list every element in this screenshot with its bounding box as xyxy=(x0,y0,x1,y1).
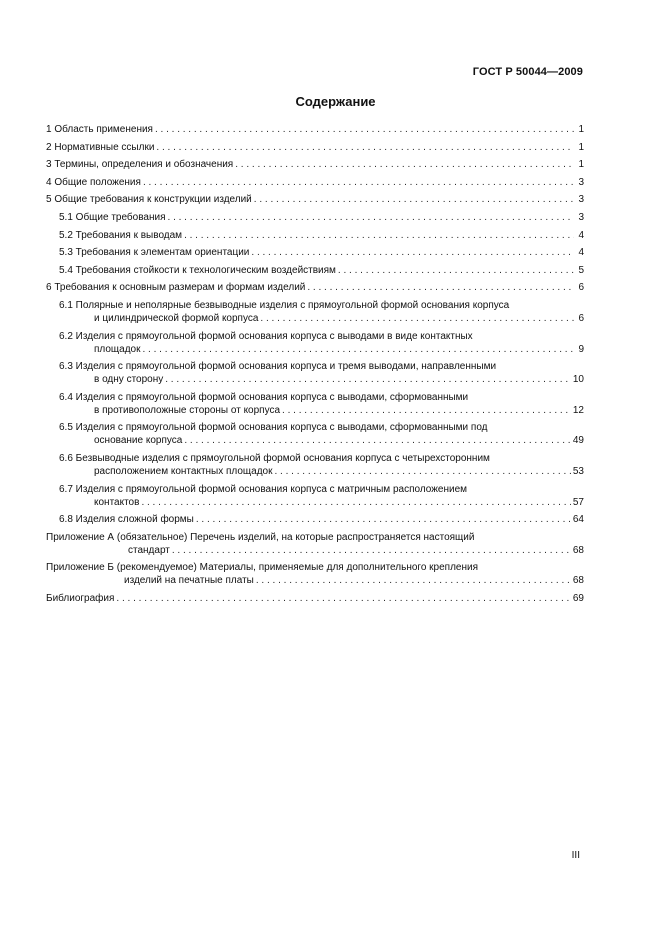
toc-page: 53 xyxy=(572,465,584,477)
toc-entry-6-1[interactable] xyxy=(46,299,584,325)
leader-dots xyxy=(235,158,574,171)
toc-label-line1: 6.7 Изделия с прямоугольной формой основания корпуса с матричным расположением xyxy=(59,483,468,495)
toc-entry-2[interactable] xyxy=(46,141,584,154)
toc-label-line2: расположением контактных площадок xyxy=(94,465,273,477)
toc-label: 2 Нормативные ссылки xyxy=(46,141,155,153)
leader-dots xyxy=(282,404,571,417)
toc-label: 5.4 Требования стойкости к технологическим воздействиям xyxy=(59,264,336,276)
toc-label-line2: контактов xyxy=(94,496,140,508)
toc-page: 68 xyxy=(572,544,584,556)
toc-label-line1: 6.4 Изделия с прямоугольной формой основания корпуса с выводами, сформованными xyxy=(59,391,469,403)
leader-dots xyxy=(184,229,574,242)
toc-label: 3 Термины, определения и обозначения xyxy=(46,159,234,171)
leader-dots xyxy=(143,176,574,189)
toc-label-line1: Приложение Б (рекомендуемое) Материалы, применяемые для дополнительного крепления xyxy=(46,562,479,574)
toc-page: 49 xyxy=(572,435,584,447)
toc-entry-4[interactable] xyxy=(46,176,584,189)
leader-dots xyxy=(172,544,571,557)
toc-label-line1: Приложение А (обязательное) Перечень изделий, на которые распространяется настоящий xyxy=(46,531,475,543)
toc-page: 6 xyxy=(578,282,584,294)
toc-label: 5.1 Общие требования xyxy=(59,211,166,223)
toc-entry-6-3[interactable] xyxy=(46,360,584,386)
leader-dots xyxy=(155,123,574,136)
toc-label: Библиография xyxy=(46,592,115,604)
toc-page: 3 xyxy=(578,176,584,188)
document-id: ГОСТ Р 50044—2009 xyxy=(472,66,583,78)
leader-dots xyxy=(251,246,574,259)
page-title: Содержание xyxy=(295,94,376,109)
leader-dots xyxy=(142,343,574,356)
toc-label-line2: изделий на печатные платы xyxy=(124,575,254,587)
leader-dots xyxy=(307,281,574,294)
toc-label-line1: 6.2 Изделия с прямоугольной формой основания корпуса с выводами в виде контактных xyxy=(59,330,473,342)
toc-page: 64 xyxy=(572,514,584,526)
toc-page: 9 xyxy=(578,343,584,355)
toc-label: 1 Область применения xyxy=(46,124,153,135)
toc-label: 5.2 Требования к выводам xyxy=(59,229,183,241)
toc-page: 1 xyxy=(578,159,584,171)
leader-dots xyxy=(116,592,570,605)
toc-page: 6 xyxy=(578,312,584,324)
toc-entry-1[interactable] xyxy=(46,123,584,136)
toc-label-line2: основание корпуса xyxy=(94,435,183,447)
toc-label: 5.3 Требования к элементам ориентации xyxy=(59,247,250,259)
toc-label-line1: 6.3 Изделия с прямоугольной формой основания корпуса и тремя выводами, направленными xyxy=(59,361,497,373)
toc-label-line2: в одну сторону xyxy=(94,374,164,386)
leader-dots xyxy=(141,496,570,509)
toc-entry-bibliography[interactable] xyxy=(46,592,584,605)
toc-page: 68 xyxy=(572,575,584,587)
toc-page: 5 xyxy=(578,264,584,276)
toc-page: 57 xyxy=(572,496,584,508)
toc-label-line1: 6.1 Полярные и неполярные безвыводные изделия с прямоугольной формой основания корпуса xyxy=(59,299,510,311)
toc-entry-6-5[interactable] xyxy=(46,421,584,447)
toc-entry-6-7[interactable] xyxy=(46,483,584,509)
toc-entry-5-2[interactable] xyxy=(46,229,584,242)
toc-label-line1: 6.6 Безвыводные изделия с прямоугольной формой основания корпуса с четырехсторонним xyxy=(59,452,490,464)
toc-label-line1: 6.5 Изделия с прямоугольной формой основания корпуса с выводами, сформованными под xyxy=(59,422,488,434)
toc-entry-5[interactable] xyxy=(46,193,584,206)
toc-page: 4 xyxy=(578,229,584,241)
page-number: III xyxy=(571,850,580,861)
leader-dots xyxy=(156,141,574,154)
toc-page: 12 xyxy=(572,404,584,416)
toc-page: 1 xyxy=(578,141,584,153)
toc-entry-appendix-b[interactable] xyxy=(46,561,584,587)
toc-label: 6 Требования к основным размерам и формам изделий xyxy=(46,282,306,294)
toc-entry-5-1[interactable] xyxy=(46,211,584,224)
toc-entry-6-4[interactable] xyxy=(46,391,584,417)
toc-page: 10 xyxy=(572,374,584,386)
toc-label-line2: в противоположные стороны от корпуса xyxy=(94,404,281,416)
toc-page: 4 xyxy=(578,247,584,259)
toc-label-line2: площадок xyxy=(94,343,141,355)
leader-dots xyxy=(260,312,574,325)
leader-dots xyxy=(196,513,571,526)
toc-entry-appendix-a[interactable] xyxy=(46,531,584,557)
leader-dots xyxy=(338,264,574,277)
leader-dots xyxy=(184,434,571,447)
toc-page: 3 xyxy=(578,194,584,206)
leader-dots xyxy=(254,193,574,206)
toc-entry-3[interactable] xyxy=(46,158,584,171)
toc-entry-6[interactable] xyxy=(46,281,584,294)
toc-entry-6-8[interactable] xyxy=(46,513,584,526)
toc-page: 3 xyxy=(578,211,584,223)
toc-label: 5 Общие требования к конструкции изделий xyxy=(46,194,252,206)
leader-dots xyxy=(168,211,574,224)
leader-dots xyxy=(256,574,571,587)
toc-entry-5-4[interactable] xyxy=(46,264,584,277)
table-of-contents xyxy=(46,123,584,609)
toc-page: 69 xyxy=(572,592,584,604)
toc-label-line2: и цилиндрической формой корпуса xyxy=(94,312,259,324)
toc-entry-5-3[interactable] xyxy=(46,246,584,259)
toc-label: 4 Общие положения xyxy=(46,176,141,188)
leader-dots xyxy=(275,465,571,478)
toc-entry-6-6[interactable] xyxy=(46,452,584,478)
toc-entry-6-2[interactable] xyxy=(46,330,584,356)
leader-dots xyxy=(165,373,571,386)
toc-label: 6.8 Изделия сложной формы xyxy=(59,514,194,526)
toc-page: 1 xyxy=(578,124,584,135)
toc-label-line2: стандарт xyxy=(128,544,170,556)
